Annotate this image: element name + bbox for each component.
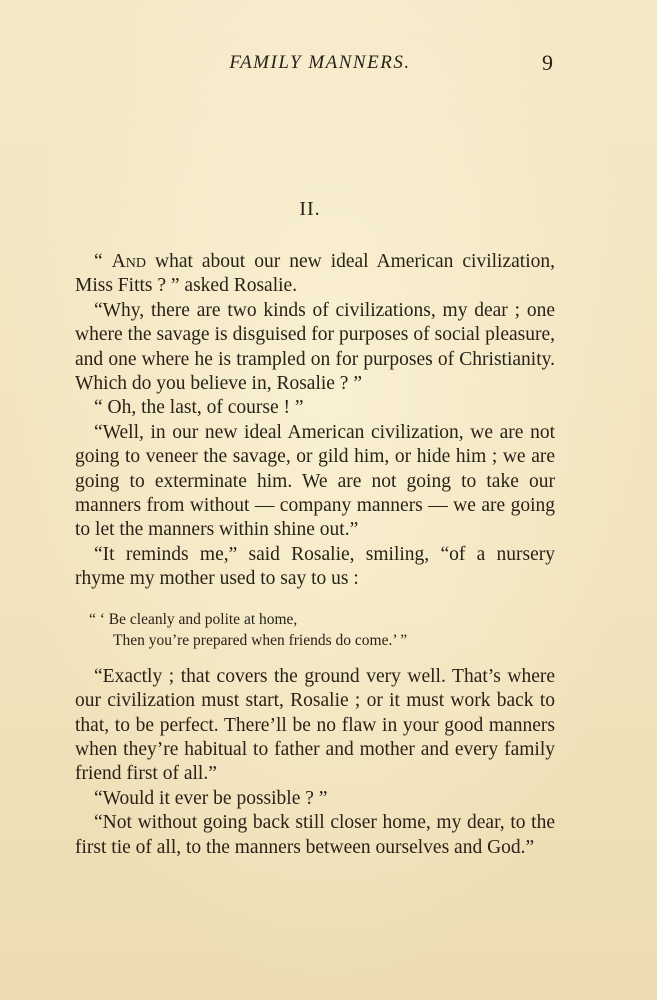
verse-line-1: “ ‘ Be cleanly and polite at home, <box>89 610 298 628</box>
paragraph-3: “ Oh, the last, of course ! ” <box>94 397 304 419</box>
paragraph-7: “Would it ever be possible ? ” <box>94 787 328 809</box>
paragraph-8: “Not without going back still closer home, my dear, to the first tie of all, to the manners between ourselves and God.” <box>75 812 555 858</box>
paragraph-4: “Well, in our new ideal American civilization, we are not going to veneer the savage, or gild him, or hide him ; we are going to exterminate him. We are not going to take our manners from without — company manners — we are going to let the manners within shine out.” <box>75 421 555 541</box>
page-header <box>0 52 657 82</box>
running-title: FAMILY MANNERS. <box>229 52 411 73</box>
paragraph-2: “Why, there are two kinds of civilizations, my dear ; one where the savage is disguised for purposes of social pleasure, and one where he is trampled on for purposes of Christianity. Which do you believe in, Rosalie ? ” <box>75 299 555 395</box>
paragraph-1-text: what about our new ideal American civilization, Miss Fitts ? ” asked Rosalie. <box>75 251 555 297</box>
paragraph-1 <box>75 250 555 299</box>
page-number: 9 <box>542 50 553 75</box>
open-quote: “ <box>94 251 112 272</box>
body-text <box>75 250 555 860</box>
paragraph-5: “It reminds me,” said Rosalie, smiling, “of a nursery rhyme my mother used to say to us : <box>75 543 555 590</box>
verse-quote <box>75 609 555 651</box>
verse-line-2: Then you’re prepared when friends do come.’ ” <box>113 631 408 649</box>
section-heading: II. <box>299 198 321 220</box>
lead-word: And <box>111 251 146 272</box>
paragraph-6: “Exactly ; that covers the ground very well. That’s where our civilization must start, Rosalie ; or it must work back to that, to be perfect. There’ll be no flaw in your good manners when they’re habitual to father and mother and every family friend first of all.” <box>75 665 555 785</box>
